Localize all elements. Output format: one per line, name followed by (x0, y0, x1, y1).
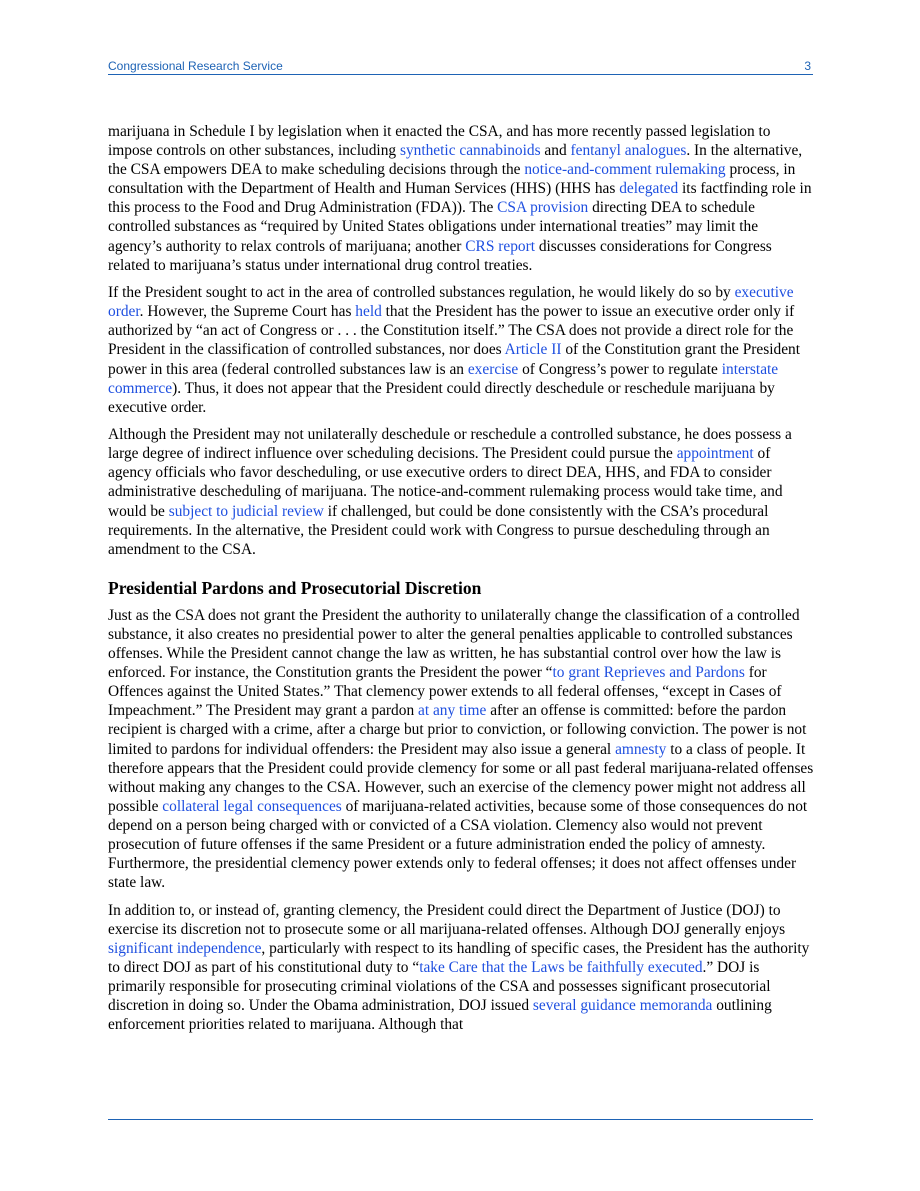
section-heading: Presidential Pardons and Prosecutorial Discretion (108, 577, 482, 598)
paragraph-3 (108, 425, 814, 559)
text: . In the alternative, the CSA empowers DEA to make scheduling decisions through the (108, 142, 803, 179)
text: . However, the Supreme Court has (139, 303, 356, 321)
text: .” DOJ is primarily responsible for prosecuting criminal violations of the CSA and possesses significant prosecutorial discretion in doing so. Under the Obama administration, DOJ issued (108, 958, 771, 1015)
link-csa-provision[interactable]: CSA provision (497, 199, 589, 217)
text: marijuana in Schedule I by legislation when it enacted the CSA, and has more recently passed legislation to impose controls on other substances, including (108, 123, 771, 160)
text: of the Constitution grant the President power in this area (federal controlled substances law is an (108, 341, 801, 378)
text: directing DEA to schedule controlled substances as “required by United States obligations under international treaties” may limit the agency’s authority to relax controls of marijuana; another (108, 199, 759, 255)
text: for Offences against the United States.” That clemency power extends to all federal offenses, “except in Cases of Impeachment.” The President may grant a pardon (108, 664, 782, 720)
link-amnesty[interactable]: amnesty (615, 740, 667, 758)
text: If the President sought to act in the area of controlled substances regulation, he would likely do so by (108, 284, 735, 302)
text: process, in consultation with the Department of Health and Human Services (HHS) (HHS has (108, 161, 796, 198)
header-org: Congressional Research Service (108, 59, 283, 73)
link-fentanyl-analogues[interactable]: fentanyl analogues (570, 142, 687, 160)
text: if challenged, but could be done consistently with the CSA’s procedural requirements. In the alternative, the President could work with Congress to pursue descheduling through an amendment to the CSA. (108, 502, 770, 558)
link-subject-to-judicial-review[interactable]: subject to judicial review (168, 502, 324, 520)
link-take-care-faithfully-executed[interactable]: take Care that the Laws be faithfully executed (419, 958, 703, 976)
text: Just as the CSA does not grant the President the authority to unilaterally change the classification of a controlled substance, it also creates no presidential power to alter the general penalties applicable to controlled substances offenses. While the President cannot change the law as written, he has substantial control over how the law is enforced. For instance, the Constitution grants the President the power “ (108, 606, 800, 682)
text: after an offense is committed: before the pardon recipient is charged with a crime, after a charge but prior to conviction, or following conviction. The power is not limited to pardons for individual offenders: the President may also issue a general (108, 702, 807, 758)
text: outlining enforcement priorities related to marijuana. Although that (108, 997, 772, 1034)
page-header (108, 58, 813, 75)
link-interstate-commerce[interactable]: interstate commerce (108, 360, 779, 397)
text: Although the President may not unilaterally deschedule or reschedule a controlled substance, he does possess a large degree of indirect influence over scheduling decisions. The President could pursue the (108, 426, 792, 463)
link-exercise[interactable]: exercise (467, 360, 519, 378)
text: , particularly with respect to its handling of specific cases, the President has the authority to direct DOJ as part of his constitutional duty to “ (108, 939, 810, 976)
link-grant-reprieves-and-pardons[interactable]: to grant Reprieves and Pardons (552, 664, 745, 682)
text: that the President has the power to issue an executive order only if authorized by “an act of Congress or . . . the Constitution itself.” The CSA does not provide a direct role for the President in the classification of controlled substances, nor does (108, 303, 795, 359)
text: of Congress’s power to regulate (518, 360, 722, 378)
link-executive-order[interactable]: executive order (108, 284, 794, 321)
paragraph-1 (108, 122, 814, 275)
link-synthetic-cannabinoids[interactable]: synthetic cannabinoids (399, 142, 541, 160)
link-several-guidance-memoranda[interactable]: several guidance memoranda (532, 997, 713, 1015)
link-appointment[interactable]: appointment (676, 445, 754, 463)
text: In addition to, or instead of, granting clemency, the President could direct the Department of Justice (DOJ) to exercise its discretion not to prosecute some or all marijuana-related offenses. Although DOJ generally enjoys (108, 901, 786, 938)
text: discusses considerations for Congress related to marijuana’s status under international drug control treaties. (108, 237, 772, 274)
text: and (540, 142, 571, 160)
link-article-ii[interactable]: Article II (504, 341, 562, 359)
paragraph-5 (108, 901, 814, 1035)
text: to a class of people. It therefore appears that the President could provide clemency for some or all past federal marijuana-related offenses without making any changes to the CSA. However, such an exercise of the clemency power might not address all possible (108, 740, 814, 815)
text: ). Thus, it does not appear that the President could directly deschedule or reschedule marijuana by executive order. (108, 379, 775, 416)
link-delegated[interactable]: delegated (619, 180, 679, 198)
page-content (108, 122, 814, 1043)
text: of agency officials who favor descheduling, or use executive orders to direct DEA, HHS, and FDA to consider administrative descheduling of marijuana. The notice-and-comment rulemaking process would take time, and would be (108, 445, 783, 520)
text: of marijuana-related activities, because some of those consequences do not depend on a person being charged with or convicted of a CSA violation. Clemency also would not prevent prosecution of future offenses if the same President or a future administration ended the policy of amnesty. Furthermore, the presidential clemency power extends only to federal offenses; it does not affect offenses under state law. (108, 797, 808, 892)
paragraph-4 (108, 606, 814, 892)
link-collateral-legal-consequences[interactable]: collateral legal consequences (162, 797, 342, 815)
page-number: 3 (804, 59, 811, 73)
link-crs-report[interactable]: CRS report (465, 237, 535, 255)
text: its factfinding role in this process to the Food and Drug Administration (FDA)). The (108, 180, 812, 217)
page-footer-rule (108, 1119, 813, 1120)
link-notice-and-comment-rulemaking[interactable]: notice-and-comment rulemaking (524, 161, 726, 179)
link-held[interactable]: held (355, 303, 382, 321)
link-at-any-time[interactable]: at any time (417, 702, 487, 720)
paragraph-2 (108, 283, 814, 417)
link-significant-independence[interactable]: significant independence (108, 939, 262, 957)
